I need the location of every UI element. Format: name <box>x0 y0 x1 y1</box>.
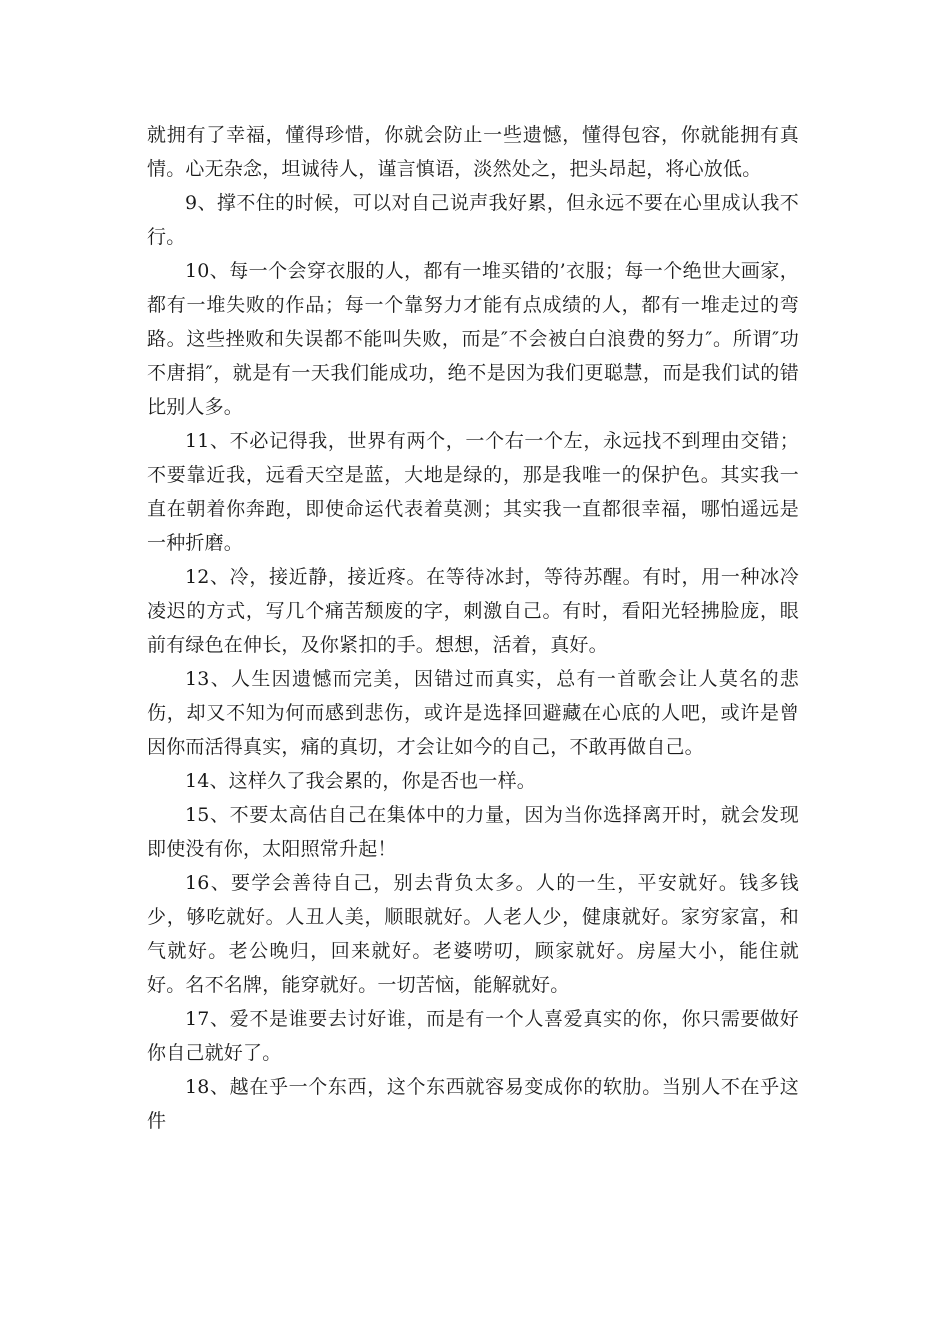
paragraph-11: 11、不必记得我，世界有两个，一个右一个左，永远找不到理由交错；不要靠近我，远看天空是蓝，大地是绿的，那是我唯一的保护色。其实我一直在朝着你奔跑，即使命运代表着莫测；其实我一直都很幸福，哪怕遥远是一种折磨。 <box>147 430 799 554</box>
paragraph-16: 16、要学会善待自己，别去背负太多。人的一生，平安就好。钱多钱少，够吃就好。人丑人美，顺眼就好。人老人少，健康就好。家穷家富，和气就好。老公晚归，回来就好。老婆唠叨，顾家就好。房屋大小，能住就好。名不名牌，能穿就好。一切苦恼，能解就好。 <box>147 872 799 996</box>
document-body <box>147 118 799 1138</box>
paragraph-13: 13、人生因遗憾而完美，因错过而真实，总有一首歌会让人莫名的悲伤，却又不知为何而感到悲伤，或许是选择回避藏在心底的人吧，或许是曾因你而活得真实，痛的真切，才会让如今的自己，不敢再做自己。 <box>147 668 799 758</box>
paragraph-9: 9、撑不住的时候，可以对自己说声我好累，但永远不要在心里成认我不行。 <box>147 192 799 248</box>
paragraph-18: 18、越在乎一个东西，这个东西就容易变成你的软肋。当别人不在乎这件 <box>147 1076 799 1132</box>
paragraph-14: 14、这样久了我会累的，你是否也一样。 <box>185 770 536 792</box>
paragraph-15: 15、不要太高估自己在集体中的力量，因为当你选择离开时，就会发现即使没有你，太阳照常升起！ <box>147 804 799 860</box>
paragraph-continued: 就拥有了幸福，懂得珍惜，你就会防止一些遗憾，懂得包容，你就能拥有真情。心无杂念，坦诚待人，谨言慎语，淡然处之，把头昂起，将心放低。 <box>147 124 799 180</box>
paragraph-12: 12、冷，接近静，接近疼。在等待冰封，等待苏醒。有时，用一种冰冷凌迟的方式，写几个痛苦颓废的字，刺激自己。有时，看阳光轻拂脸庞，眼前有绿色在伸长，及你紧扣的手。想想，活着，真好。 <box>147 566 799 656</box>
paragraph-17: 17、爱不是谁要去讨好谁，而是有一个人喜爱真实的你，你只需要做好你自己就好了。 <box>147 1008 799 1064</box>
paragraph-10: 10、每一个会穿衣服的人，都有一堆买错的’衣服；每一个绝世大画家，都有一堆失败的作品；每一个靠努力才能有点成绩的人，都有一堆走过的弯路。这些挫败和失误都不能叫失败，而是″不会被白白浪费的努力″。所谓″功不唐捐″，就是有一天我们能成功，绝不是因为我们更聪慧，而是我们试的错比别人多。 <box>147 260 799 418</box>
